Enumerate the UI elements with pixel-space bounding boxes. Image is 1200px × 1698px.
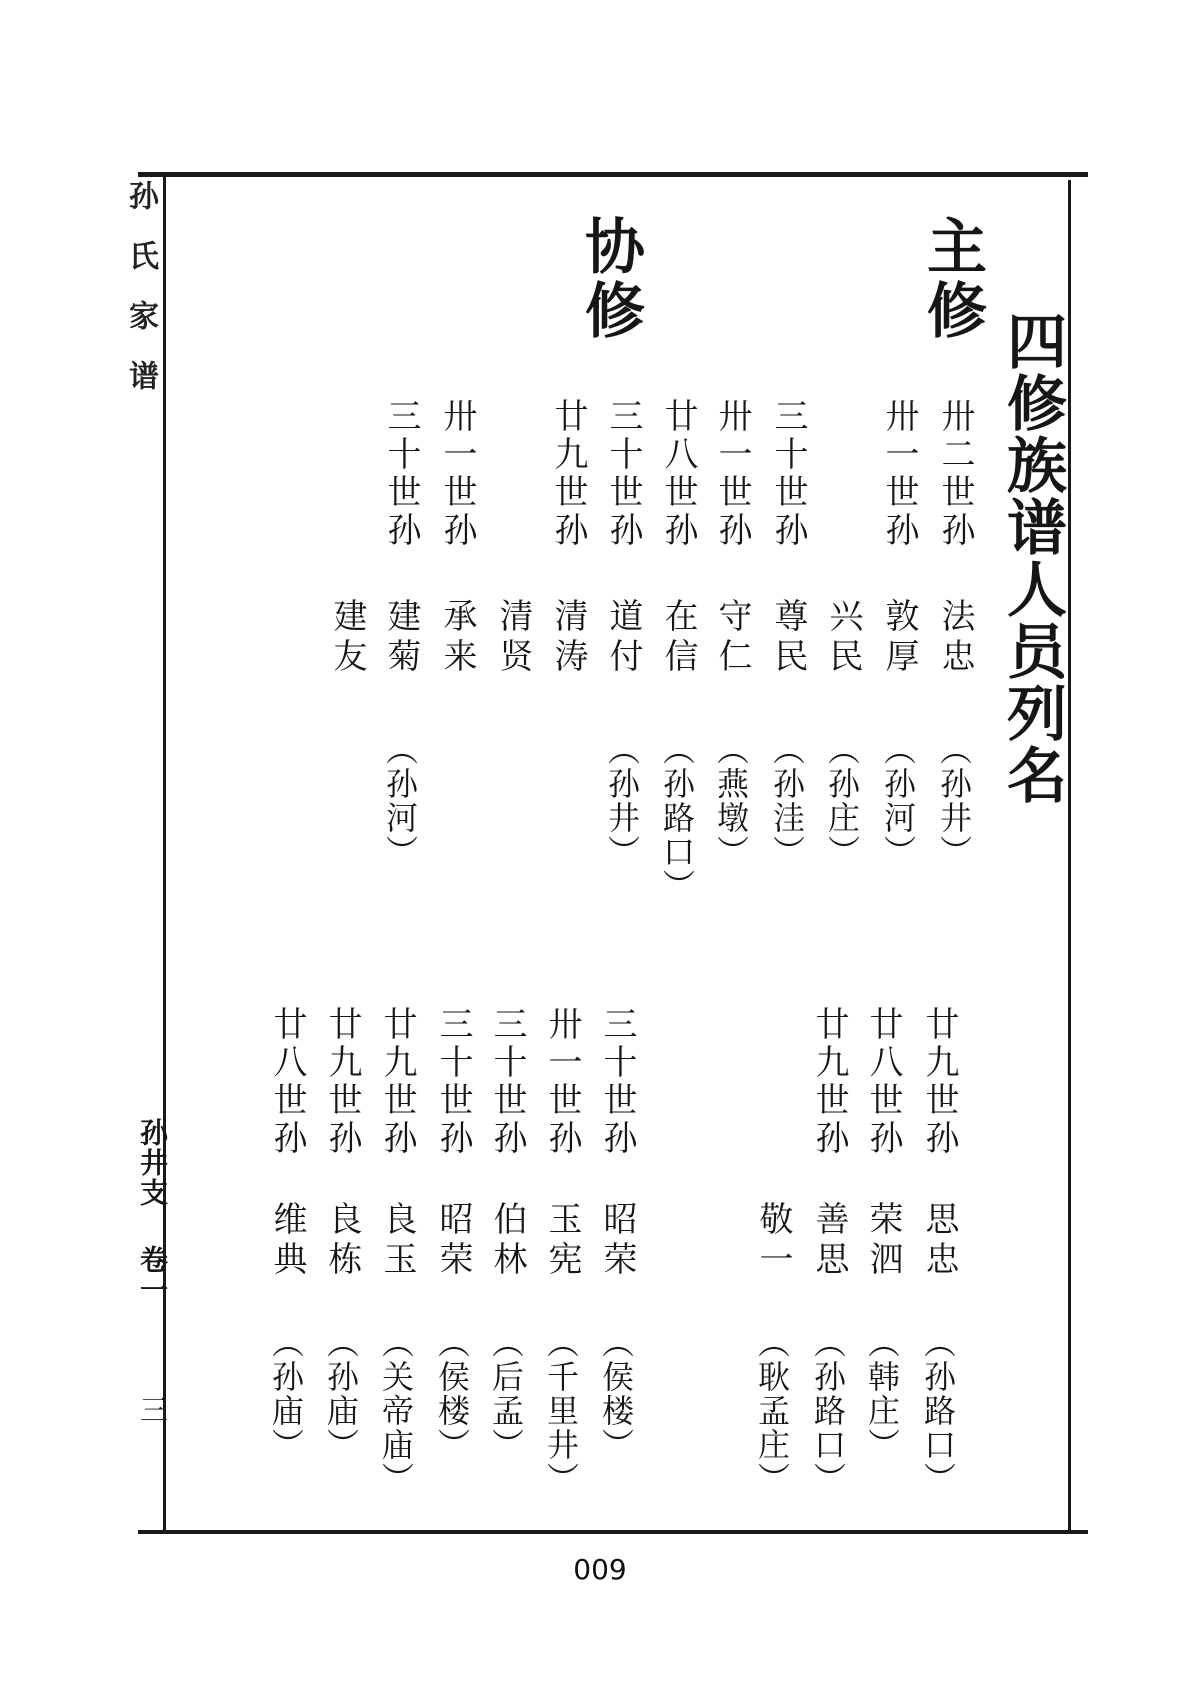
top-entries-gen: 三十世孙 — [381, 398, 421, 550]
bottom-entries-name: 敬一 — [753, 1201, 793, 1281]
bottom-entries-village: （孙路口） — [919, 1326, 957, 1496]
bottom-entries-gen: 三十世孙 — [433, 1006, 473, 1158]
bottom-entries-name: 昭荣 — [433, 1201, 473, 1281]
bottom-entries-name: 善思 — [809, 1201, 849, 1281]
spine-volume: 卷一 — [136, 1245, 169, 1305]
section-assistant-editors: 协修 — [575, 215, 645, 343]
top-entries-village: （孙河） — [381, 733, 419, 869]
top-entries-village: （孙洼） — [768, 733, 806, 869]
top-entries-gen: 卅一世孙 — [712, 398, 752, 550]
bottom-entries-gen: 廿九世孙 — [919, 1006, 959, 1158]
bottom-entries-village: （韩庄） — [863, 1326, 901, 1462]
bottom-entries-name: 荣泗 — [863, 1201, 903, 1281]
top-entries-gen: 廿八世孙 — [658, 398, 698, 550]
bottom-entries-name: 玉宪 — [542, 1201, 582, 1281]
top-entries-name: 承来 — [437, 598, 477, 678]
top-entries-gen: 卅一世孙 — [879, 398, 919, 550]
top-entries-gen: 廿九世孙 — [548, 398, 588, 550]
top-entries-village: （孙河） — [879, 733, 917, 869]
page-title: 四修族谱人员列名 — [997, 310, 1067, 806]
bottom-entries-village: （千里井） — [542, 1326, 580, 1496]
bottom-entries-village: （耿孟庄） — [753, 1326, 791, 1496]
bottom-entries-gen: 三十世孙 — [597, 1006, 637, 1158]
page-number: 009 — [573, 1553, 627, 1586]
top-entries-name: 敦厚 — [879, 598, 919, 678]
bottom-entries-gen: 廿九世孙 — [377, 1006, 417, 1158]
bottom-entries-gen: 廿九世孙 — [322, 1006, 362, 1158]
spine-page: 三 — [136, 1395, 169, 1425]
bottom-entries-name: 思忠 — [919, 1201, 959, 1281]
bottom-entries-village: （侯楼） — [433, 1326, 471, 1462]
top-entries-village: （燕墩） — [712, 733, 750, 869]
section-chief-editors: 主修 — [917, 215, 987, 343]
top-entries-village: （孙路口） — [658, 733, 696, 903]
top-entries-gen: 卅一世孙 — [437, 398, 477, 550]
bottom-entries-name: 良玉 — [377, 1201, 417, 1281]
top-entries-name: 清贤 — [493, 598, 533, 678]
bottom-entries-name: 良栋 — [322, 1201, 362, 1281]
bottom-entries-gen: 廿八世孙 — [267, 1006, 307, 1158]
bottom-entries-gen: 廿八世孙 — [863, 1006, 903, 1158]
bottom-entries-village: （孙路口） — [809, 1326, 847, 1496]
top-entries-gen: 三十世孙 — [603, 398, 643, 550]
bottom-entries-village: （孙庙） — [322, 1326, 360, 1462]
top-entries-village: （孙井） — [603, 733, 641, 869]
bottom-entries-village: （关帝庙） — [377, 1326, 415, 1496]
bottom-entries-village: （侯楼） — [597, 1326, 635, 1462]
bottom-entries-village: （后孟） — [487, 1326, 525, 1462]
bottom-entries-gen: 廿九世孙 — [809, 1006, 849, 1158]
top-entries-name: 在信 — [658, 598, 698, 678]
spine-branch: 孙井支 — [136, 1118, 169, 1208]
top-entries-name: 法忠 — [935, 598, 975, 678]
top-entries-gen: 三十世孙 — [768, 398, 808, 550]
top-entries-village: （孙井） — [935, 733, 973, 869]
top-entries-name: 建菊 — [381, 598, 421, 678]
bottom-entries-gen: 三十世孙 — [487, 1006, 527, 1158]
top-entries-village: （孙庄） — [823, 733, 861, 869]
bottom-entries-gen: 卅一世孙 — [542, 1006, 582, 1158]
top-entries-name: 守仁 — [712, 598, 752, 678]
bottom-entries-village: （孙庙） — [267, 1326, 305, 1462]
top-entries-name: 清涛 — [548, 598, 588, 678]
bottom-entries-name: 昭荣 — [597, 1201, 637, 1281]
top-entries-name: 道付 — [603, 598, 643, 678]
bottom-entries-name: 维典 — [267, 1201, 307, 1281]
top-entries-gen: 卅二世孙 — [935, 398, 975, 550]
top-entries-name: 尊民 — [768, 598, 808, 678]
bottom-entries-name: 伯林 — [487, 1201, 527, 1281]
left-border-rule — [163, 177, 166, 1532]
top-entries-name: 建友 — [327, 598, 367, 678]
top-entries-name: 兴民 — [823, 598, 863, 678]
right-border-rule — [1068, 180, 1071, 1532]
spine-book-title: 孙氏家谱 — [123, 180, 158, 420]
